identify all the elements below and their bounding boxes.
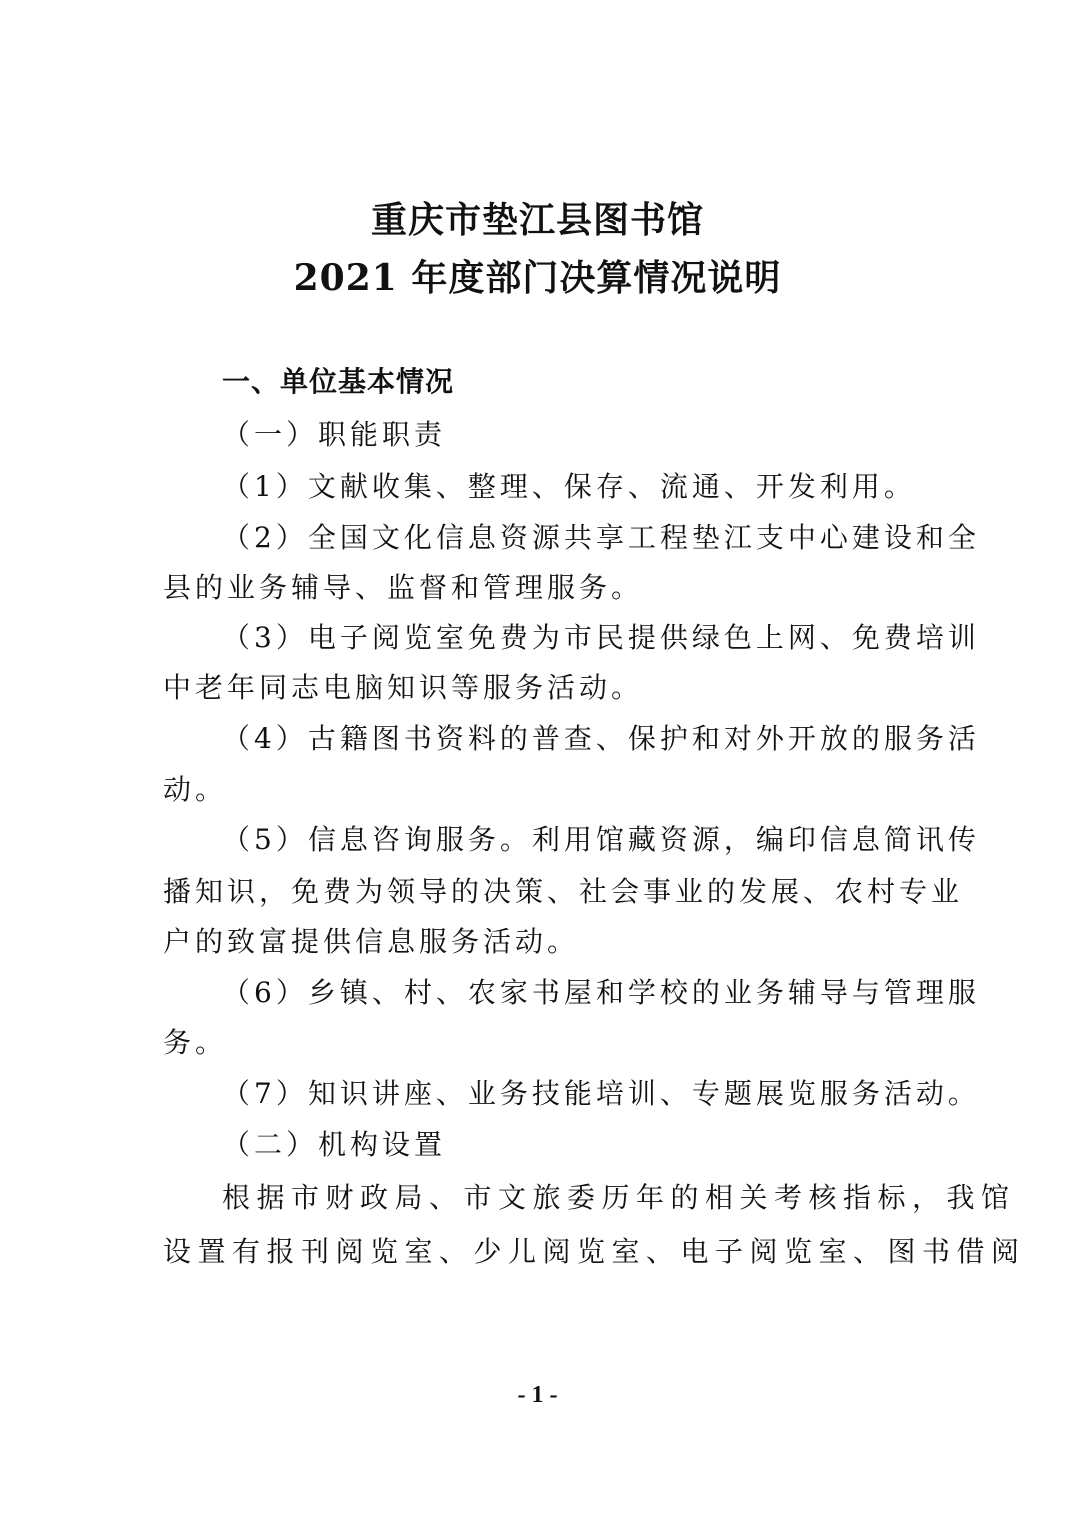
- subsection-heading-functions: （一）职能职责: [222, 418, 447, 451]
- paragraph-line: 播知识，免费为领导的决策、社会事业的发展、农村专业: [163, 875, 964, 908]
- paragraph-line: （7）知识讲座、业务技能培训、专题展览服务活动。: [222, 1077, 980, 1110]
- paragraph-line: 中老年同志电脑知识等服务活动。: [163, 671, 644, 704]
- document-title-line-2: 2021 年度部门决算情况说明: [293, 257, 782, 299]
- paragraph-line: （1）文献收集、整理、保存、流通、开发利用。: [222, 470, 916, 503]
- paragraph-line: 务。: [163, 1026, 228, 1059]
- paragraph-line: 县的业务辅导、监督和管理服务。: [163, 571, 644, 604]
- section-heading-basic-info: 一、单位基本情况: [222, 365, 455, 398]
- paragraph-line: 设置有报刊阅览室、少儿阅览室、电子阅览室、图书借阅: [163, 1235, 1026, 1268]
- subsection-heading-organization: （二）机构设置: [222, 1128, 447, 1161]
- paragraph-line: 户的致富提供信息服务活动。: [163, 925, 580, 958]
- paragraph-line: （3）电子阅览室免费为市民提供绿色上网、免费培训: [222, 621, 980, 654]
- paragraph-line: （5）信息咨询服务。利用馆藏资源，编印信息简讯传: [222, 823, 980, 856]
- paragraph-line: （4）古籍图书资料的普查、保护和对外开放的服务活: [222, 722, 980, 755]
- paragraph-line: 根据市财政局、市文旅委历年的相关考核指标，我馆: [222, 1181, 1016, 1214]
- paragraph-line: （2）全国文化信息资源共享工程垫江支中心建设和全: [222, 521, 980, 554]
- page-number: - 1 -: [517, 1382, 558, 1408]
- paragraph-line: 动。: [163, 773, 228, 806]
- document-title-line-1: 重庆市垫江县图书馆: [370, 199, 704, 241]
- paragraph-line: （6）乡镇、村、农家书屋和学校的业务辅导与管理服: [222, 976, 980, 1009]
